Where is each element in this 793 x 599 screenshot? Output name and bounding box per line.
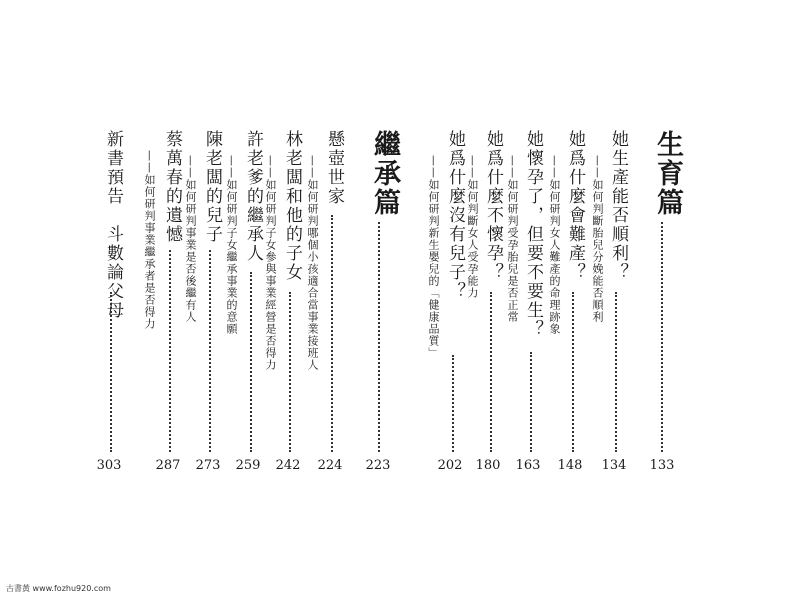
leader-dots — [209, 250, 211, 452]
entry-subtitle: ——如何判斷胎兒分娩能否順利 — [591, 155, 604, 323]
leader-dots — [250, 272, 252, 452]
page-number: 180 — [475, 458, 501, 473]
section-title-birth: 生育篇 — [652, 130, 683, 217]
entry-title: 她爲什麼沒有兒子？ — [445, 130, 465, 301]
leader-dots — [169, 250, 171, 452]
entry-subtitle: ——如何研判受孕胎兒是否正常 — [506, 155, 519, 323]
entry-subtitle: ——如何研判事業繼承者是否得力 — [143, 150, 156, 330]
entry-title: 她爲什麼不懷孕？ — [483, 130, 503, 282]
page-number: 287 — [155, 458, 181, 473]
section-title-inheritance: 繼承篇 — [369, 130, 400, 217]
page-number: 242 — [275, 458, 301, 473]
page-number: 223 — [365, 458, 391, 473]
leader-dots — [289, 292, 291, 452]
entry-subtitle: ——如何研判子女參與事業經營是否得力 — [264, 155, 277, 371]
leader-dots — [615, 292, 617, 452]
page-number: 202 — [437, 458, 463, 473]
page-number: 148 — [557, 458, 583, 473]
leader-dots — [530, 352, 532, 452]
page-number: 259 — [235, 458, 261, 473]
entry-title: 新書預告 斗數論父母 — [103, 130, 123, 320]
entry-subtitle: ——如何研判事業是否後繼有人 — [184, 155, 197, 323]
entry-subtitle: ——如何研判女人難產的命理跡象 — [548, 155, 561, 335]
leader-dots — [490, 292, 492, 452]
site-watermark: 古書黃 www.fozhu920.com — [6, 584, 111, 593]
page-number: 134 — [601, 458, 627, 473]
entry-title: 她爲什麼會難產？ — [565, 130, 585, 282]
leader-dots — [378, 222, 380, 452]
leader-dots — [572, 292, 574, 452]
entry-subtitle: ——如何判斷女人受孕能力 — [466, 155, 479, 299]
entry-title: 陳老闆的兒子 — [202, 130, 222, 244]
leader-dots — [661, 222, 663, 452]
entry-title: 她生產能否順利？ — [608, 130, 628, 282]
entry-title: 林老闆和他的子女 — [282, 130, 302, 282]
leader-dots — [452, 355, 454, 452]
entry-title: 許老爹的繼承人 — [243, 130, 263, 263]
page-number: 163 — [515, 458, 541, 473]
page-number: 133 — [649, 458, 675, 473]
entry-subtitle: ——如何研判新生嬰兒的「健康品質」 — [427, 155, 440, 359]
entry-subtitle: ——如何研判哪個小孩適合當事業接班人 — [306, 155, 319, 371]
leader-dots — [110, 292, 112, 452]
entry-title: 她懷孕了，但要不要生？ — [523, 130, 543, 339]
entry-title: 懸壺世家 — [324, 130, 344, 206]
entry-title: 蔡萬春的遺憾 — [162, 130, 182, 244]
leader-dots — [331, 215, 333, 452]
page-number: 303 — [96, 458, 122, 473]
entry-subtitle: ——如何研判子女繼承事業的意願 — [225, 155, 238, 335]
page-number: 224 — [317, 458, 343, 473]
page-number: 273 — [195, 458, 221, 473]
